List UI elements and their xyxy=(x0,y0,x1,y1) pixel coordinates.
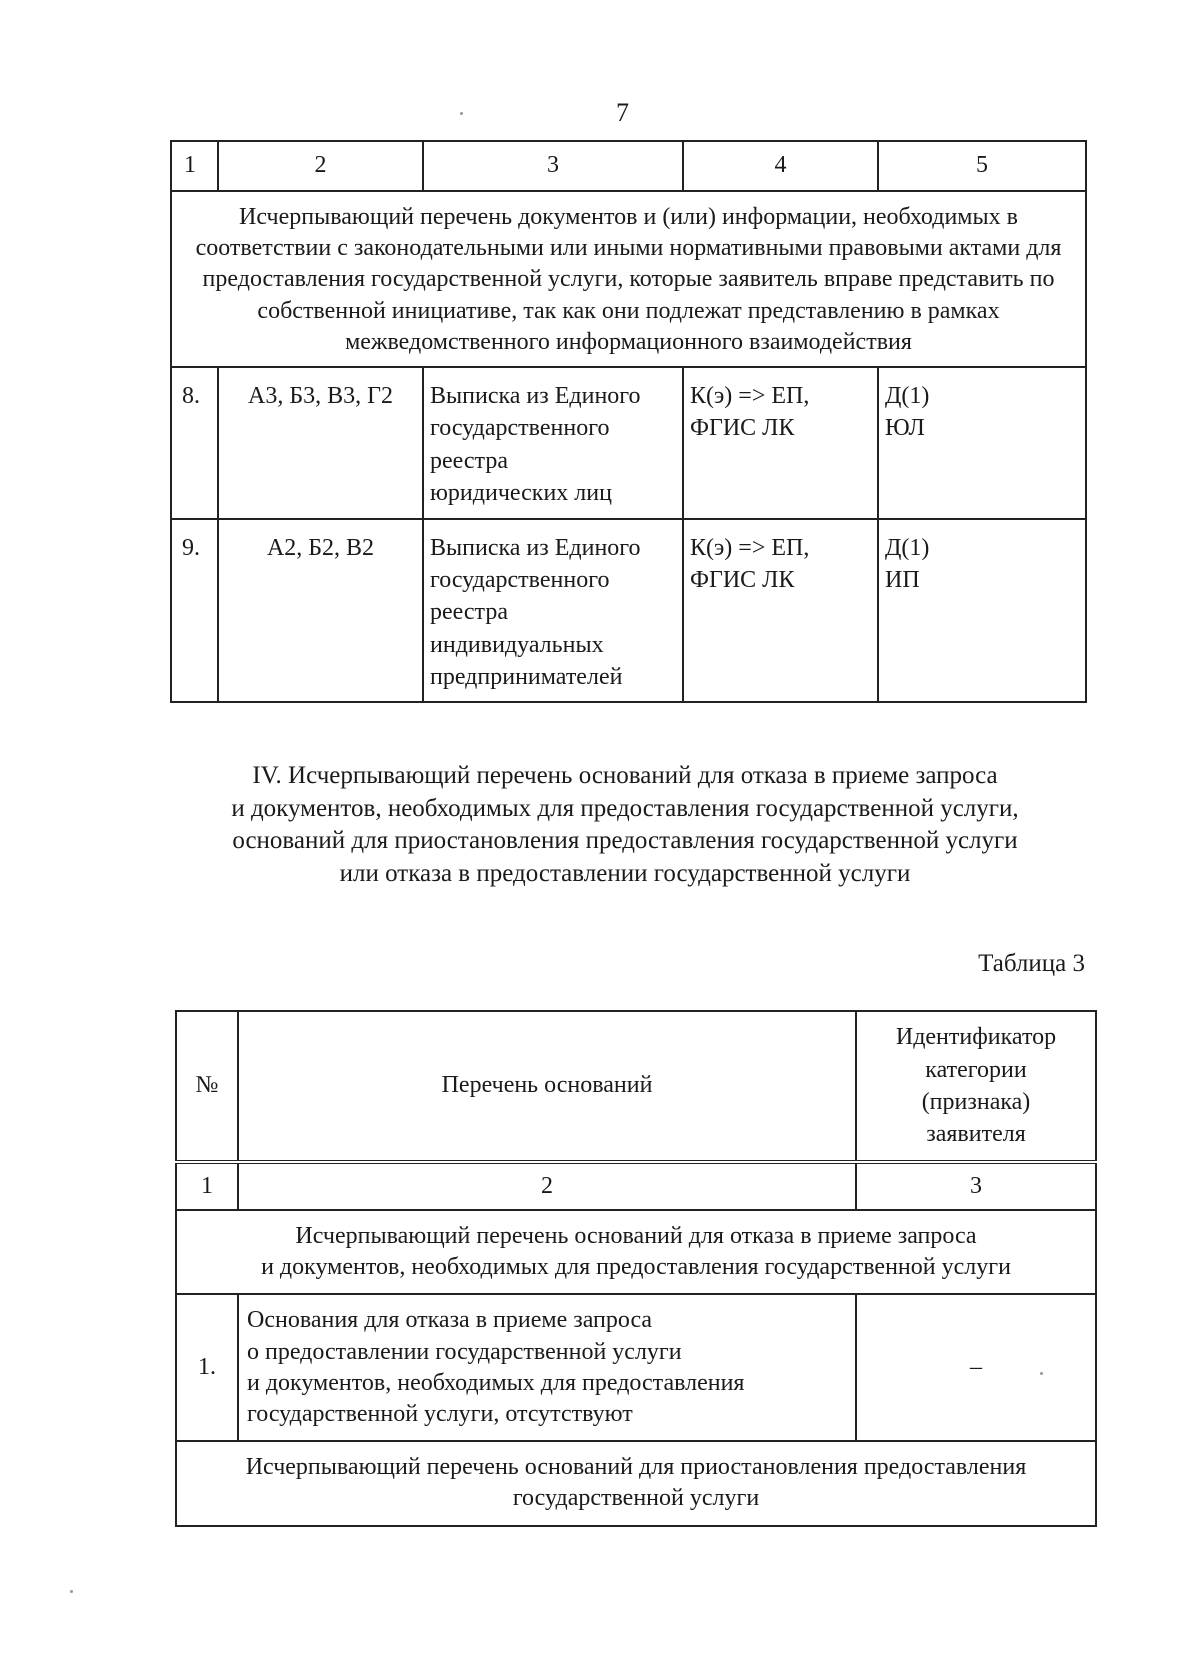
column-number-cell: 2 xyxy=(238,1162,856,1210)
document-line: Выписка из Единого xyxy=(430,382,641,409)
section-title xyxy=(176,1441,1096,1525)
table-row xyxy=(176,1294,1096,1441)
section-row xyxy=(176,1441,1096,1525)
documents-table xyxy=(170,140,1087,703)
section-title: Исчерпывающий перечень документов и (или) информации, необходимых в соответствии с законодательными или иными нормативными правовыми актами для предоставления государственной услуги, которые заявитель вправе представить по собственной инициативе, так как они подлежат представлению в рамках межведомственного информационного взаимодействия xyxy=(171,191,1086,367)
page-number: 7 xyxy=(616,98,629,127)
reason-line: и документов, необходимых для предоставления xyxy=(247,1369,745,1396)
result-line: Д(1) xyxy=(885,382,930,409)
section-line: и документов, необходимых для предоставления государственной услуги xyxy=(261,1254,1011,1281)
result-line: ИП xyxy=(885,566,920,593)
reason-line: Основания для отказа в приеме запроса xyxy=(247,1307,653,1334)
method-line: ФГИС ЛК xyxy=(690,415,795,442)
identifier-line: (признака) xyxy=(921,1089,1031,1115)
section-line: Исчерпывающий перечень оснований для приостановления предоставления xyxy=(245,1454,1027,1481)
column-number-row xyxy=(176,1162,1096,1210)
row-document xyxy=(423,367,683,519)
scan-speck xyxy=(1040,1372,1043,1375)
reasons-table xyxy=(175,1010,1097,1527)
table-label: Таблица 3 xyxy=(978,950,1085,977)
heading-line: IV. Исчерпывающий перечень оснований для отказа в приеме запроса xyxy=(252,762,998,789)
header-num: № xyxy=(176,1011,238,1162)
row-document xyxy=(423,519,683,703)
section-row xyxy=(176,1210,1096,1294)
column-number-cell: 3 xyxy=(856,1162,1096,1210)
document-line: государственного xyxy=(430,415,610,442)
column-number-cell: 1 xyxy=(171,141,218,191)
row-identifier: – xyxy=(856,1294,1096,1441)
row-number: 8. xyxy=(171,367,218,519)
row-result xyxy=(878,367,1086,519)
heading-line: и документов, необходимых для предоставления государственной услуги, xyxy=(231,794,1019,822)
result-line: Д(1) xyxy=(885,534,930,561)
section-line: государственной услуги xyxy=(512,1485,760,1512)
row-codes: А2, Б2, В2 xyxy=(218,519,423,703)
header-identifier xyxy=(856,1011,1096,1162)
reason-line: государственной услуги, отсутствуют xyxy=(247,1400,633,1427)
header-reasons: Перечень оснований xyxy=(238,1011,856,1162)
document-line: предпринимателей xyxy=(430,664,623,691)
identifier-line: Идентификатор xyxy=(895,1024,1057,1051)
result-line: ЮЛ xyxy=(885,415,925,442)
document-line: индивидуальных xyxy=(430,631,604,658)
row-number: 9. xyxy=(171,519,218,703)
identifier-line: заявителя xyxy=(926,1121,1026,1148)
method-line: К(э) => ЕП, xyxy=(690,534,810,561)
method-line: К(э) => ЕП, xyxy=(690,382,810,409)
document-line: реестра xyxy=(430,599,508,626)
column-number-cell: 3 xyxy=(423,141,683,191)
row-number: 1. xyxy=(176,1294,238,1441)
heading-line: или отказа в предоставлении государственной услуги xyxy=(339,859,911,887)
column-number-cell: 4 xyxy=(683,141,878,191)
row-codes: А3, Б3, В3, Г2 xyxy=(218,367,423,519)
reason-line: о предоставлении государственной услуги xyxy=(247,1338,682,1365)
column-number-cell: 2 xyxy=(218,141,423,191)
row-reason xyxy=(238,1294,856,1441)
scan-speck xyxy=(460,112,463,115)
column-number-cell: 5 xyxy=(878,141,1086,191)
row-method xyxy=(683,367,878,519)
document-line: юридических лиц xyxy=(430,480,612,507)
section-row xyxy=(171,191,1086,367)
column-number-row xyxy=(171,141,1086,191)
header-row xyxy=(176,1011,1096,1162)
table-row xyxy=(171,367,1086,519)
document-line: Выписка из Единого xyxy=(430,534,641,561)
row-method xyxy=(683,519,878,703)
scan-speck xyxy=(70,1590,73,1593)
row-result xyxy=(878,519,1086,703)
column-number-cell: 1 xyxy=(176,1162,238,1210)
heading-line: оснований для приостановления предоставления государственной услуги xyxy=(232,827,1018,854)
section-heading xyxy=(175,760,1075,890)
document-line: государственного xyxy=(430,566,610,593)
method-line: ФГИС ЛК xyxy=(690,566,795,593)
table-row xyxy=(171,519,1086,703)
identifier-line: категории xyxy=(925,1056,1027,1083)
section-line: Исчерпывающий перечень оснований для отказа в приеме запроса xyxy=(295,1223,977,1249)
section-title xyxy=(176,1210,1096,1294)
document-line: реестра xyxy=(430,447,508,474)
